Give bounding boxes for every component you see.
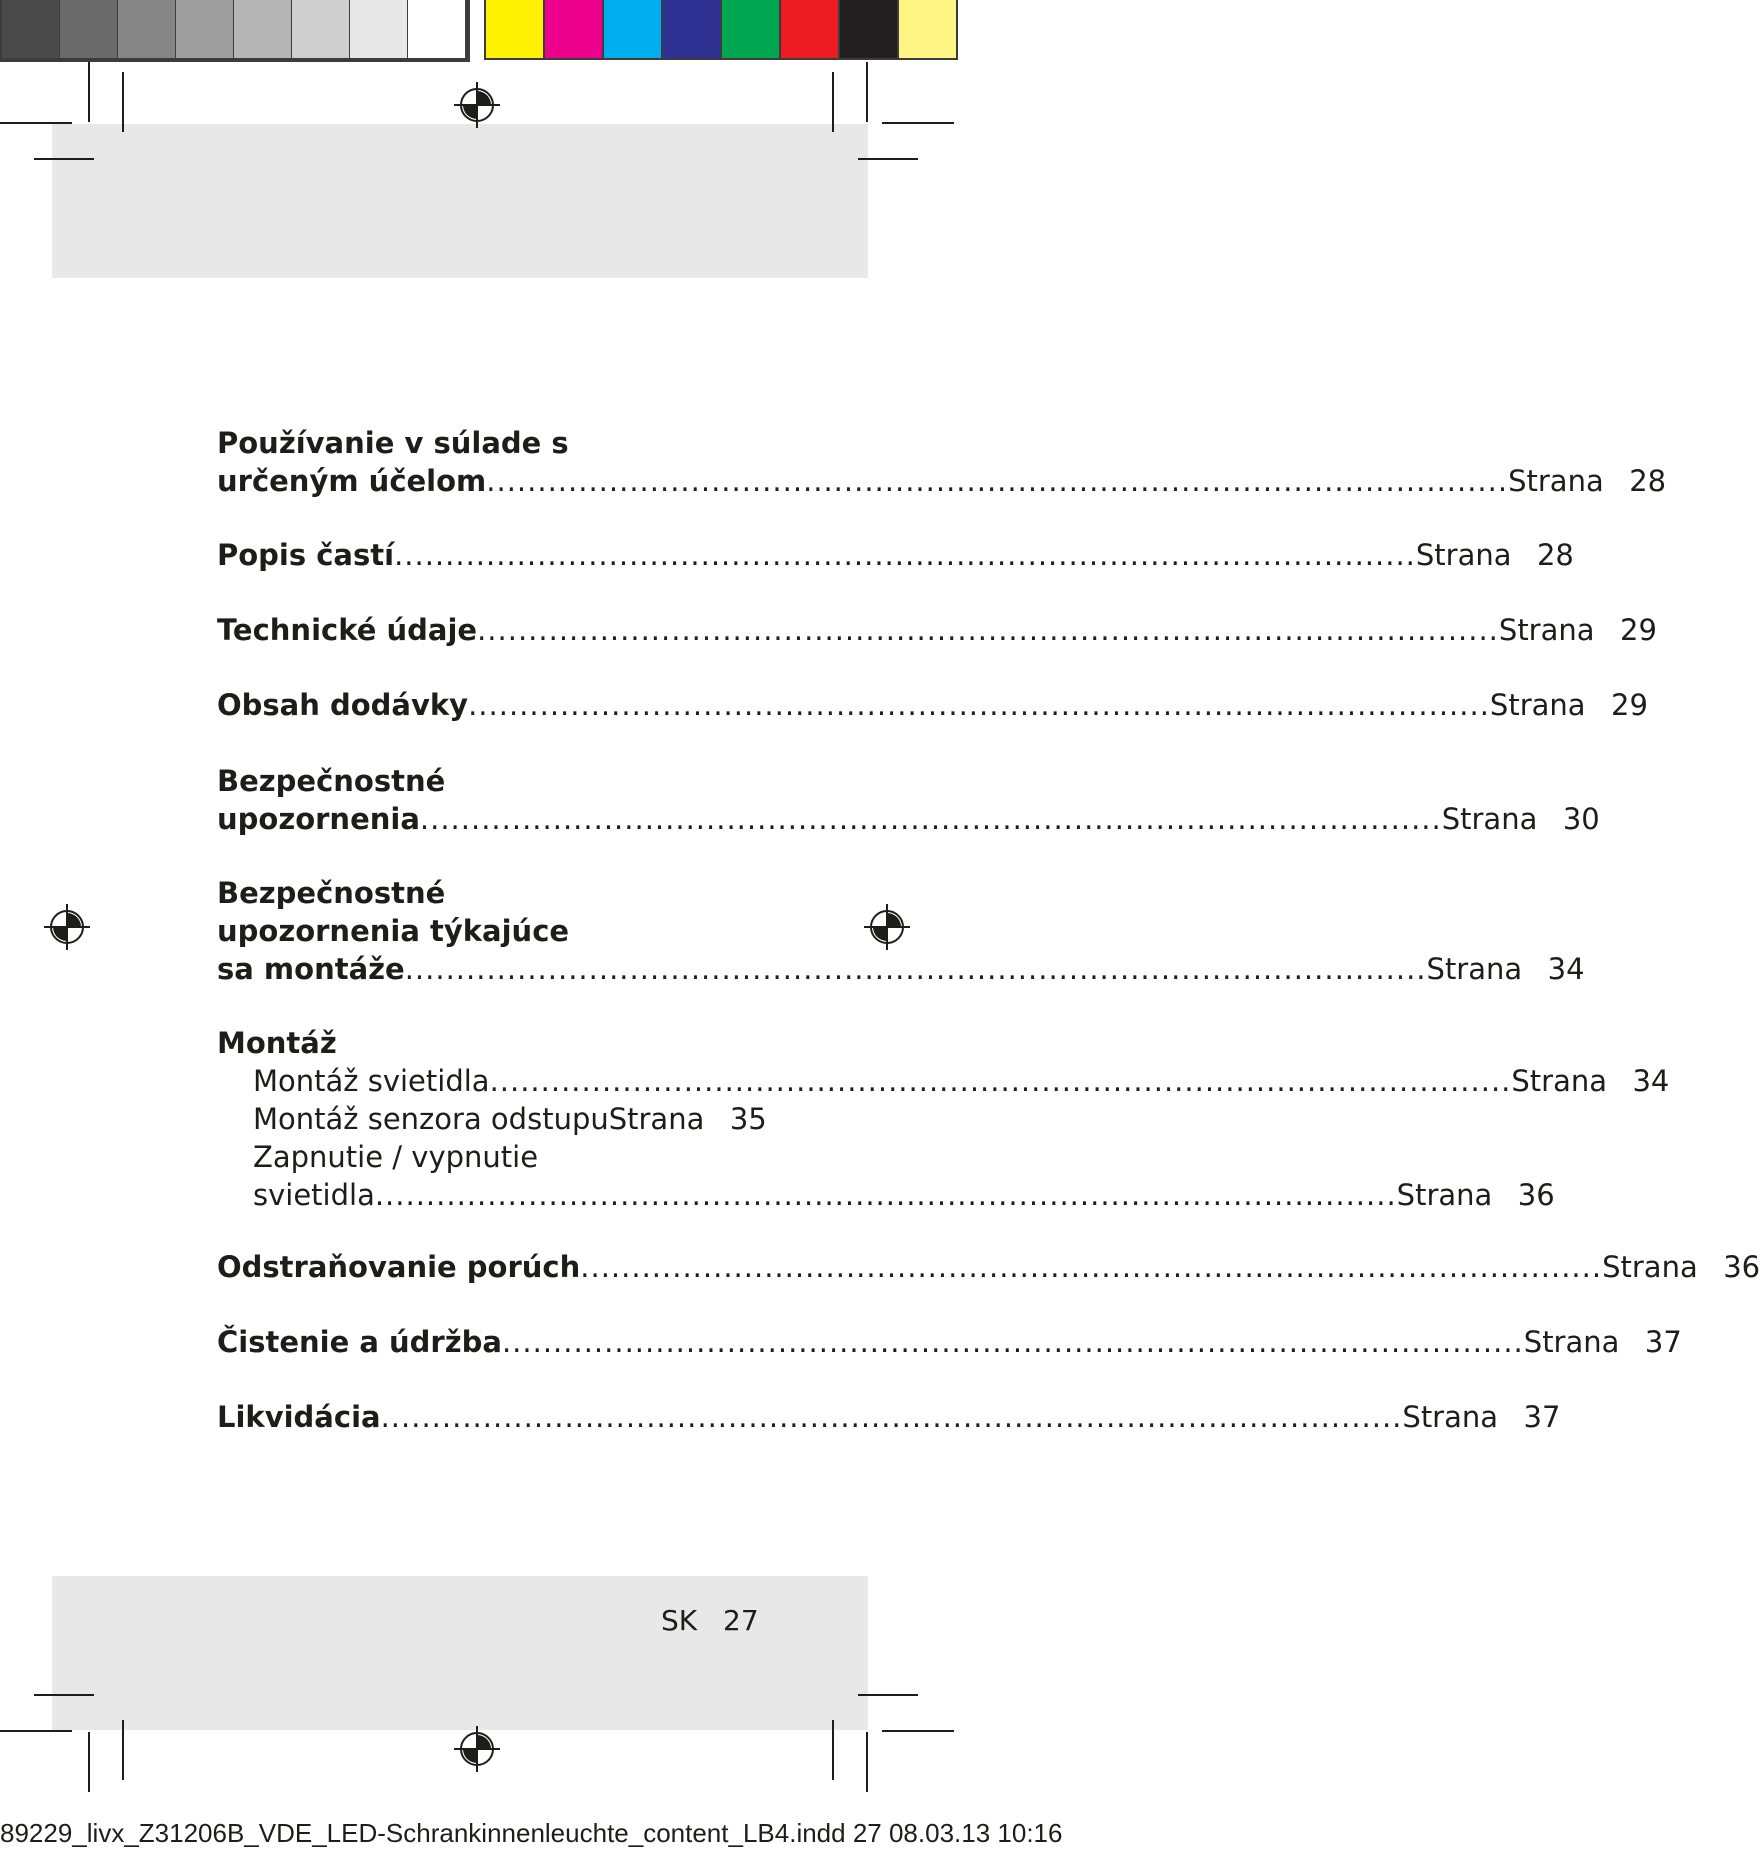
registration-mark-icon — [454, 82, 500, 128]
strana-label: Strana — [1511, 1064, 1608, 1098]
dot-leader — [486, 462, 1508, 500]
registration-mark-icon — [864, 904, 910, 950]
strana-label: Strana — [1426, 952, 1523, 986]
bottom-grey-panel — [52, 1576, 868, 1730]
process-color-swatch — [781, 0, 838, 58]
process-color-swatch — [545, 0, 602, 58]
dot-leader — [394, 536, 1416, 574]
strana-label: Strana — [1523, 1325, 1620, 1359]
toc-sub-title-line: Zapnutie / vypnutie — [253, 1140, 539, 1174]
toc-title-line: upozornenia týkajúce — [217, 914, 570, 948]
toc-title-line: Technické údaje — [217, 613, 478, 647]
grey-swatch — [118, 0, 175, 58]
strana-label: Strana — [1441, 802, 1538, 836]
toc-sub-title-line: Montáž svietidla — [253, 1064, 490, 1098]
toc-title-line: Popis častí — [217, 538, 395, 572]
dot-leader — [490, 1062, 1512, 1100]
toc-title-line: Odstraňovanie porúch — [217, 1250, 581, 1284]
page-number: 29 — [1611, 688, 1648, 722]
toc-entry[interactable] — [217, 611, 1657, 649]
dot-leader — [405, 950, 1427, 988]
toc-title-line: Bezpečnostné — [217, 764, 446, 798]
process-color-swatch — [840, 0, 897, 58]
process-color-swatch — [486, 0, 543, 58]
dot-leader — [468, 686, 1490, 724]
dot-leader — [420, 800, 1442, 838]
print-slug-filename: 89229_livx_Z31206B_VDE_LED-Schrankinnenleuchte_content_LB4.indd 27 08.03.13 10:16 — [0, 1818, 1063, 1848]
strana-label: Strana — [1508, 464, 1604, 498]
page-number: 30 — [1562, 802, 1600, 836]
toc-entry[interactable] — [217, 874, 1585, 988]
page-number: 37 — [1644, 1325, 1682, 1359]
toc-entry[interactable] — [217, 1398, 1561, 1436]
toc-sub-entry[interactable] — [217, 1176, 1555, 1214]
dot-leader — [502, 1323, 1524, 1361]
toc-sub-title-line: svietidla — [253, 1178, 375, 1212]
toc-entry[interactable] — [217, 536, 1574, 574]
toc-entry[interactable] — [217, 424, 1667, 500]
toc-entry[interactable] — [217, 1024, 1670, 1214]
process-color-swatch — [899, 0, 956, 58]
toc-title-line: Likvidácia — [217, 1400, 381, 1434]
toc-entry[interactable] — [217, 1248, 1760, 1286]
toc-entry[interactable] — [217, 686, 1648, 724]
strana-label: Strana — [1602, 1250, 1698, 1284]
grey-swatch — [176, 0, 233, 58]
page-number: 35 — [729, 1102, 767, 1136]
page-number: 28 — [1536, 538, 1574, 572]
grey-swatch — [408, 0, 465, 58]
process-color-swatch — [604, 0, 661, 58]
toc-title-line: Montáž — [217, 1026, 337, 1060]
toc-sub-entry[interactable] — [217, 1062, 1670, 1100]
dot-leader — [375, 1176, 1397, 1214]
strana-label: Strana — [1498, 613, 1595, 647]
dot-leader — [477, 611, 1499, 649]
toc-title-line: určeným účelom — [217, 464, 487, 498]
page-number-footer: 27 — [723, 1604, 759, 1637]
toc-entry[interactable] — [217, 762, 1600, 838]
grey-swatch — [350, 0, 407, 58]
toc-entry[interactable] — [217, 1323, 1682, 1361]
toc-title-line: upozornenia — [217, 802, 420, 836]
top-grey-panel — [52, 124, 868, 278]
page-number: 29 — [1620, 613, 1657, 647]
strana-label: Strana — [1402, 1400, 1499, 1434]
toc-title-line: Obsah dodávky — [217, 688, 469, 722]
strana-label: Strana — [1415, 538, 1512, 572]
strana-label: Strana — [1396, 1178, 1493, 1212]
grey-swatch — [234, 0, 291, 58]
toc-title-line: sa montáže — [217, 952, 405, 986]
page-number: 34 — [1632, 1064, 1670, 1098]
toc-title-line: Čistenie a údržba — [217, 1325, 502, 1359]
dot-leader — [580, 1248, 1602, 1286]
registration-mark-icon — [454, 1726, 500, 1772]
page-number: 37 — [1523, 1400, 1561, 1434]
page-number: 34 — [1547, 952, 1585, 986]
page-number: 36 — [1723, 1250, 1760, 1284]
process-color-swatch — [663, 0, 720, 58]
strana-label: Strana — [608, 1102, 705, 1136]
dot-leader — [381, 1398, 1403, 1436]
page-number: 36 — [1517, 1178, 1555, 1212]
language-code: SK — [661, 1604, 698, 1637]
registration-mark-icon — [44, 904, 90, 950]
toc-title-line: Používanie v súlade s — [217, 426, 569, 460]
grey-swatch — [60, 0, 117, 58]
toc-sub-title-line: Montáž senzora odstupu — [253, 1102, 609, 1136]
grey-swatch — [292, 0, 349, 58]
toc-sub-entry[interactable] — [217, 1138, 749, 1176]
strana-label: Strana — [1489, 688, 1586, 722]
grey-swatch — [2, 0, 59, 58]
toc-sub-entry[interactable] — [217, 1100, 767, 1138]
process-color-swatch — [722, 0, 779, 58]
page-number: 28 — [1629, 464, 1667, 498]
toc-title-line: Bezpečnostné — [217, 876, 446, 910]
